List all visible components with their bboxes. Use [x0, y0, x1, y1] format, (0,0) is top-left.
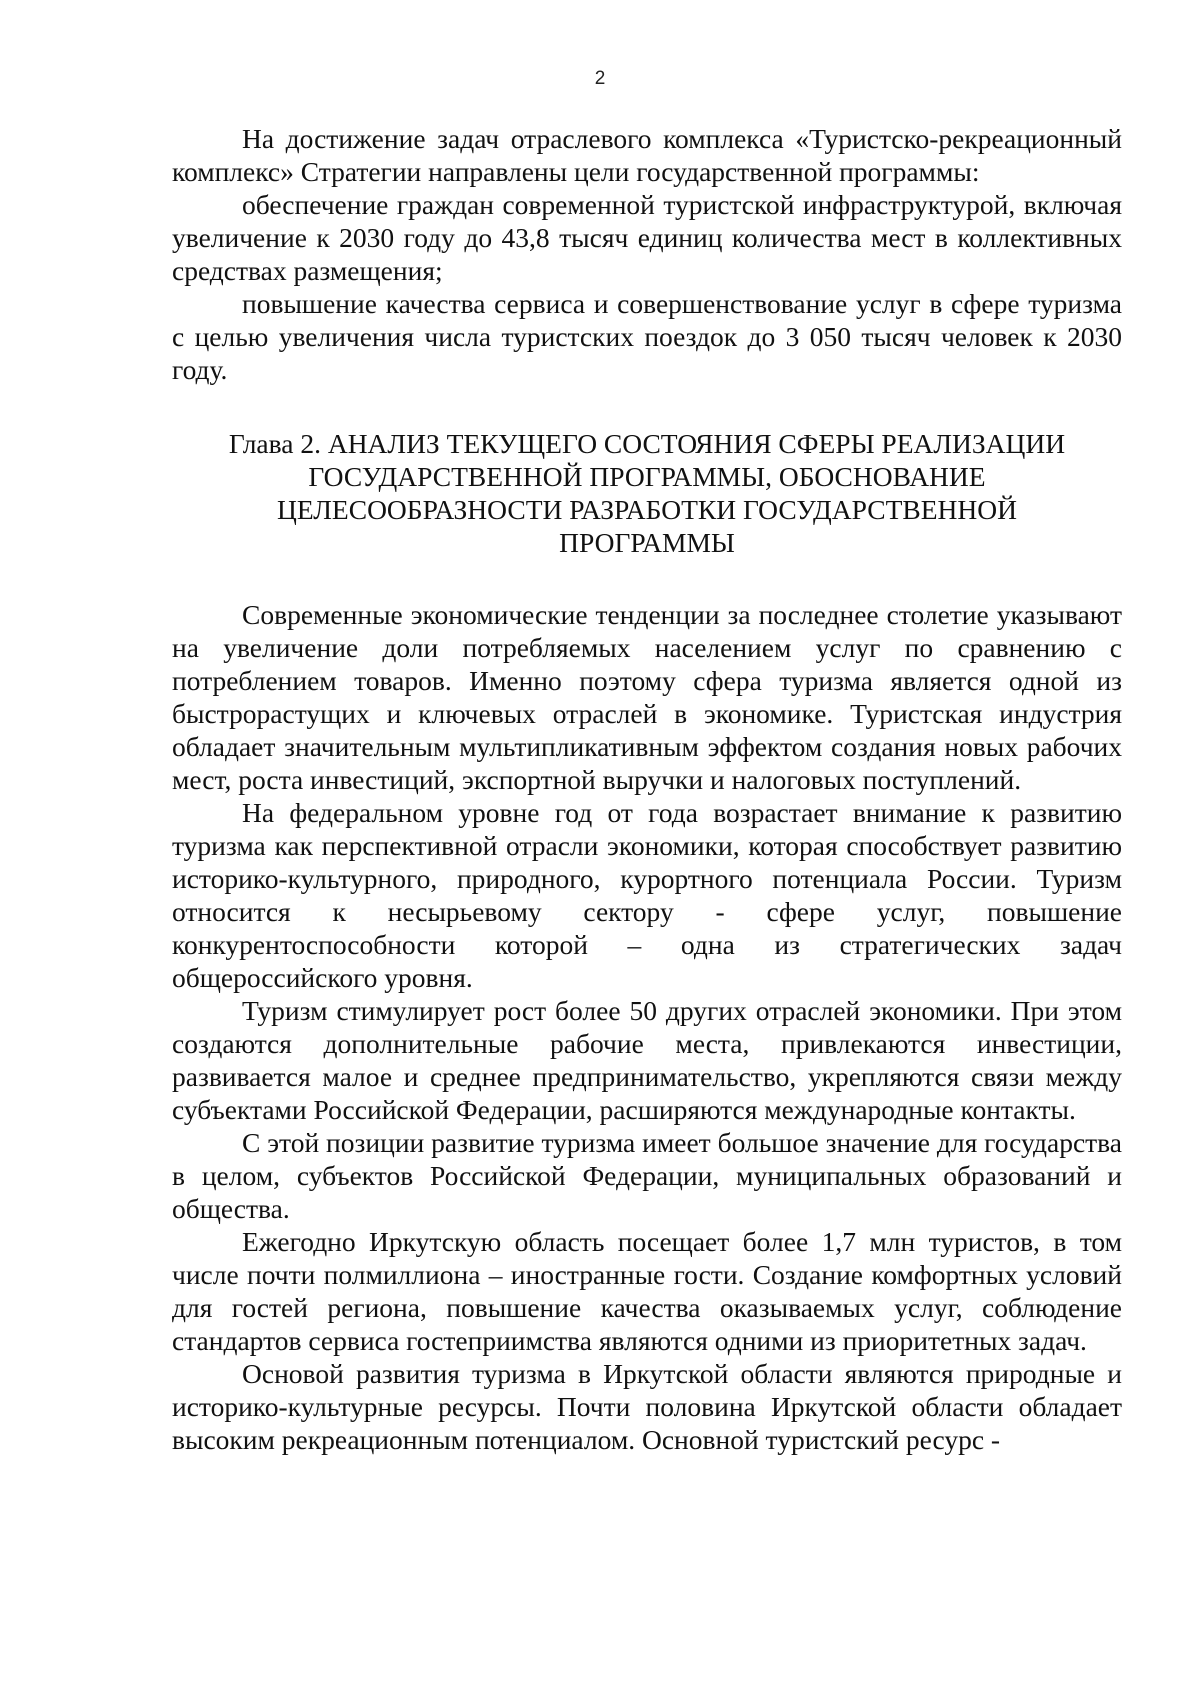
- body-paragraph: Современные экономические тенденции за последнее столетие указывают на увеличение доли потребляемых населением услуг по сравнению с потреблением товаров. Именно поэтому сфера туризма является одной из быстрорастущих и ключевых отраслей в экономике. Туристская индустрия обладает значительным мультипликативным эффектом создания новых рабочих мест, роста инвестиций, экспортной выручки и налоговых поступлений.: [172, 599, 1122, 795]
- page-number: 2: [594, 68, 606, 89]
- document-body: [172, 122, 1122, 1456]
- chapter-heading-line: ЦЕЛЕСООБРАЗНОСТИ РАЗРАБОТКИ ГОСУДАРСТВЕННОЙ: [276, 494, 1017, 525]
- body-paragraph: Основой развития туризма в Иркутской области являются природные и историко-культурные ресурсы. Почти половина Иркутской области обладает высоким рекреационным потенциалом. Основной туристский ресурс -: [172, 1358, 1122, 1455]
- goal-paragraph: повышение качества сервиса и совершенствование услуг в сфере туризма с целью увеличения числа туристских поездок до 3 050 тысяч человек к 2030 году.: [172, 288, 1122, 385]
- chapter-heading-line: Глава 2. АНАЛИЗ ТЕКУЩЕГО СОСТОЯНИЯ СФЕРЫ РЕАЛИЗАЦИИ: [228, 428, 1066, 459]
- goal-paragraph: обеспечение граждан современной туристской инфраструктурой, включая увеличение к 2030 году до 43,8 тысяч единиц количества мест в коллективных средствах размещения;: [172, 189, 1122, 286]
- chapter-heading-line: ПРОГРАММЫ: [559, 527, 735, 558]
- body-paragraph: На федеральном уровне год от года возрастает внимание к развитию туризма как перспективной отрасли экономики, которая способствует развитию историко-культурного, природного, курортного потенциала России. Туризм относится к несырьевому сектору - сфере услуг, повышение конкурентоспособности которой – одна из стратегических задач общероссийского уровня.: [172, 797, 1122, 993]
- intro-paragraph: На достижение задач отраслевого комплекса «Туристско-рекреационный комплекс» Стратегии направлены цели государственной программы:: [172, 123, 1122, 187]
- body-paragraph: С этой позиции развитие туризма имеет большое значение для государства в целом, субъектов Российской Федерации, муниципальных образований и общества.: [172, 1127, 1122, 1224]
- chapter-heading: [172, 427, 1122, 559]
- body-paragraph: Туризм стимулирует рост более 50 других отраслей экономики. При этом создаются дополнительные рабочие места, привлекаются инвестиции, развивается малое и среднее предпринимательство, укрепляются связи между субъектами Российской Федерации, расширяются международные контакты.: [172, 995, 1122, 1125]
- body-paragraph: Ежегодно Иркутскую область посещает более 1,7 млн туристов, в том числе почти полмиллиона – иностранные гости. Создание комфортных условий для гостей региона, повышение качества оказываемых услуг, соблюдение стандартов сервиса гостеприимства являются одними из приоритетных задач.: [172, 1226, 1122, 1356]
- chapter-heading-line: ГОСУДАРСТВЕННОЙ ПРОГРАММЫ, ОБОСНОВАНИЕ: [308, 461, 986, 492]
